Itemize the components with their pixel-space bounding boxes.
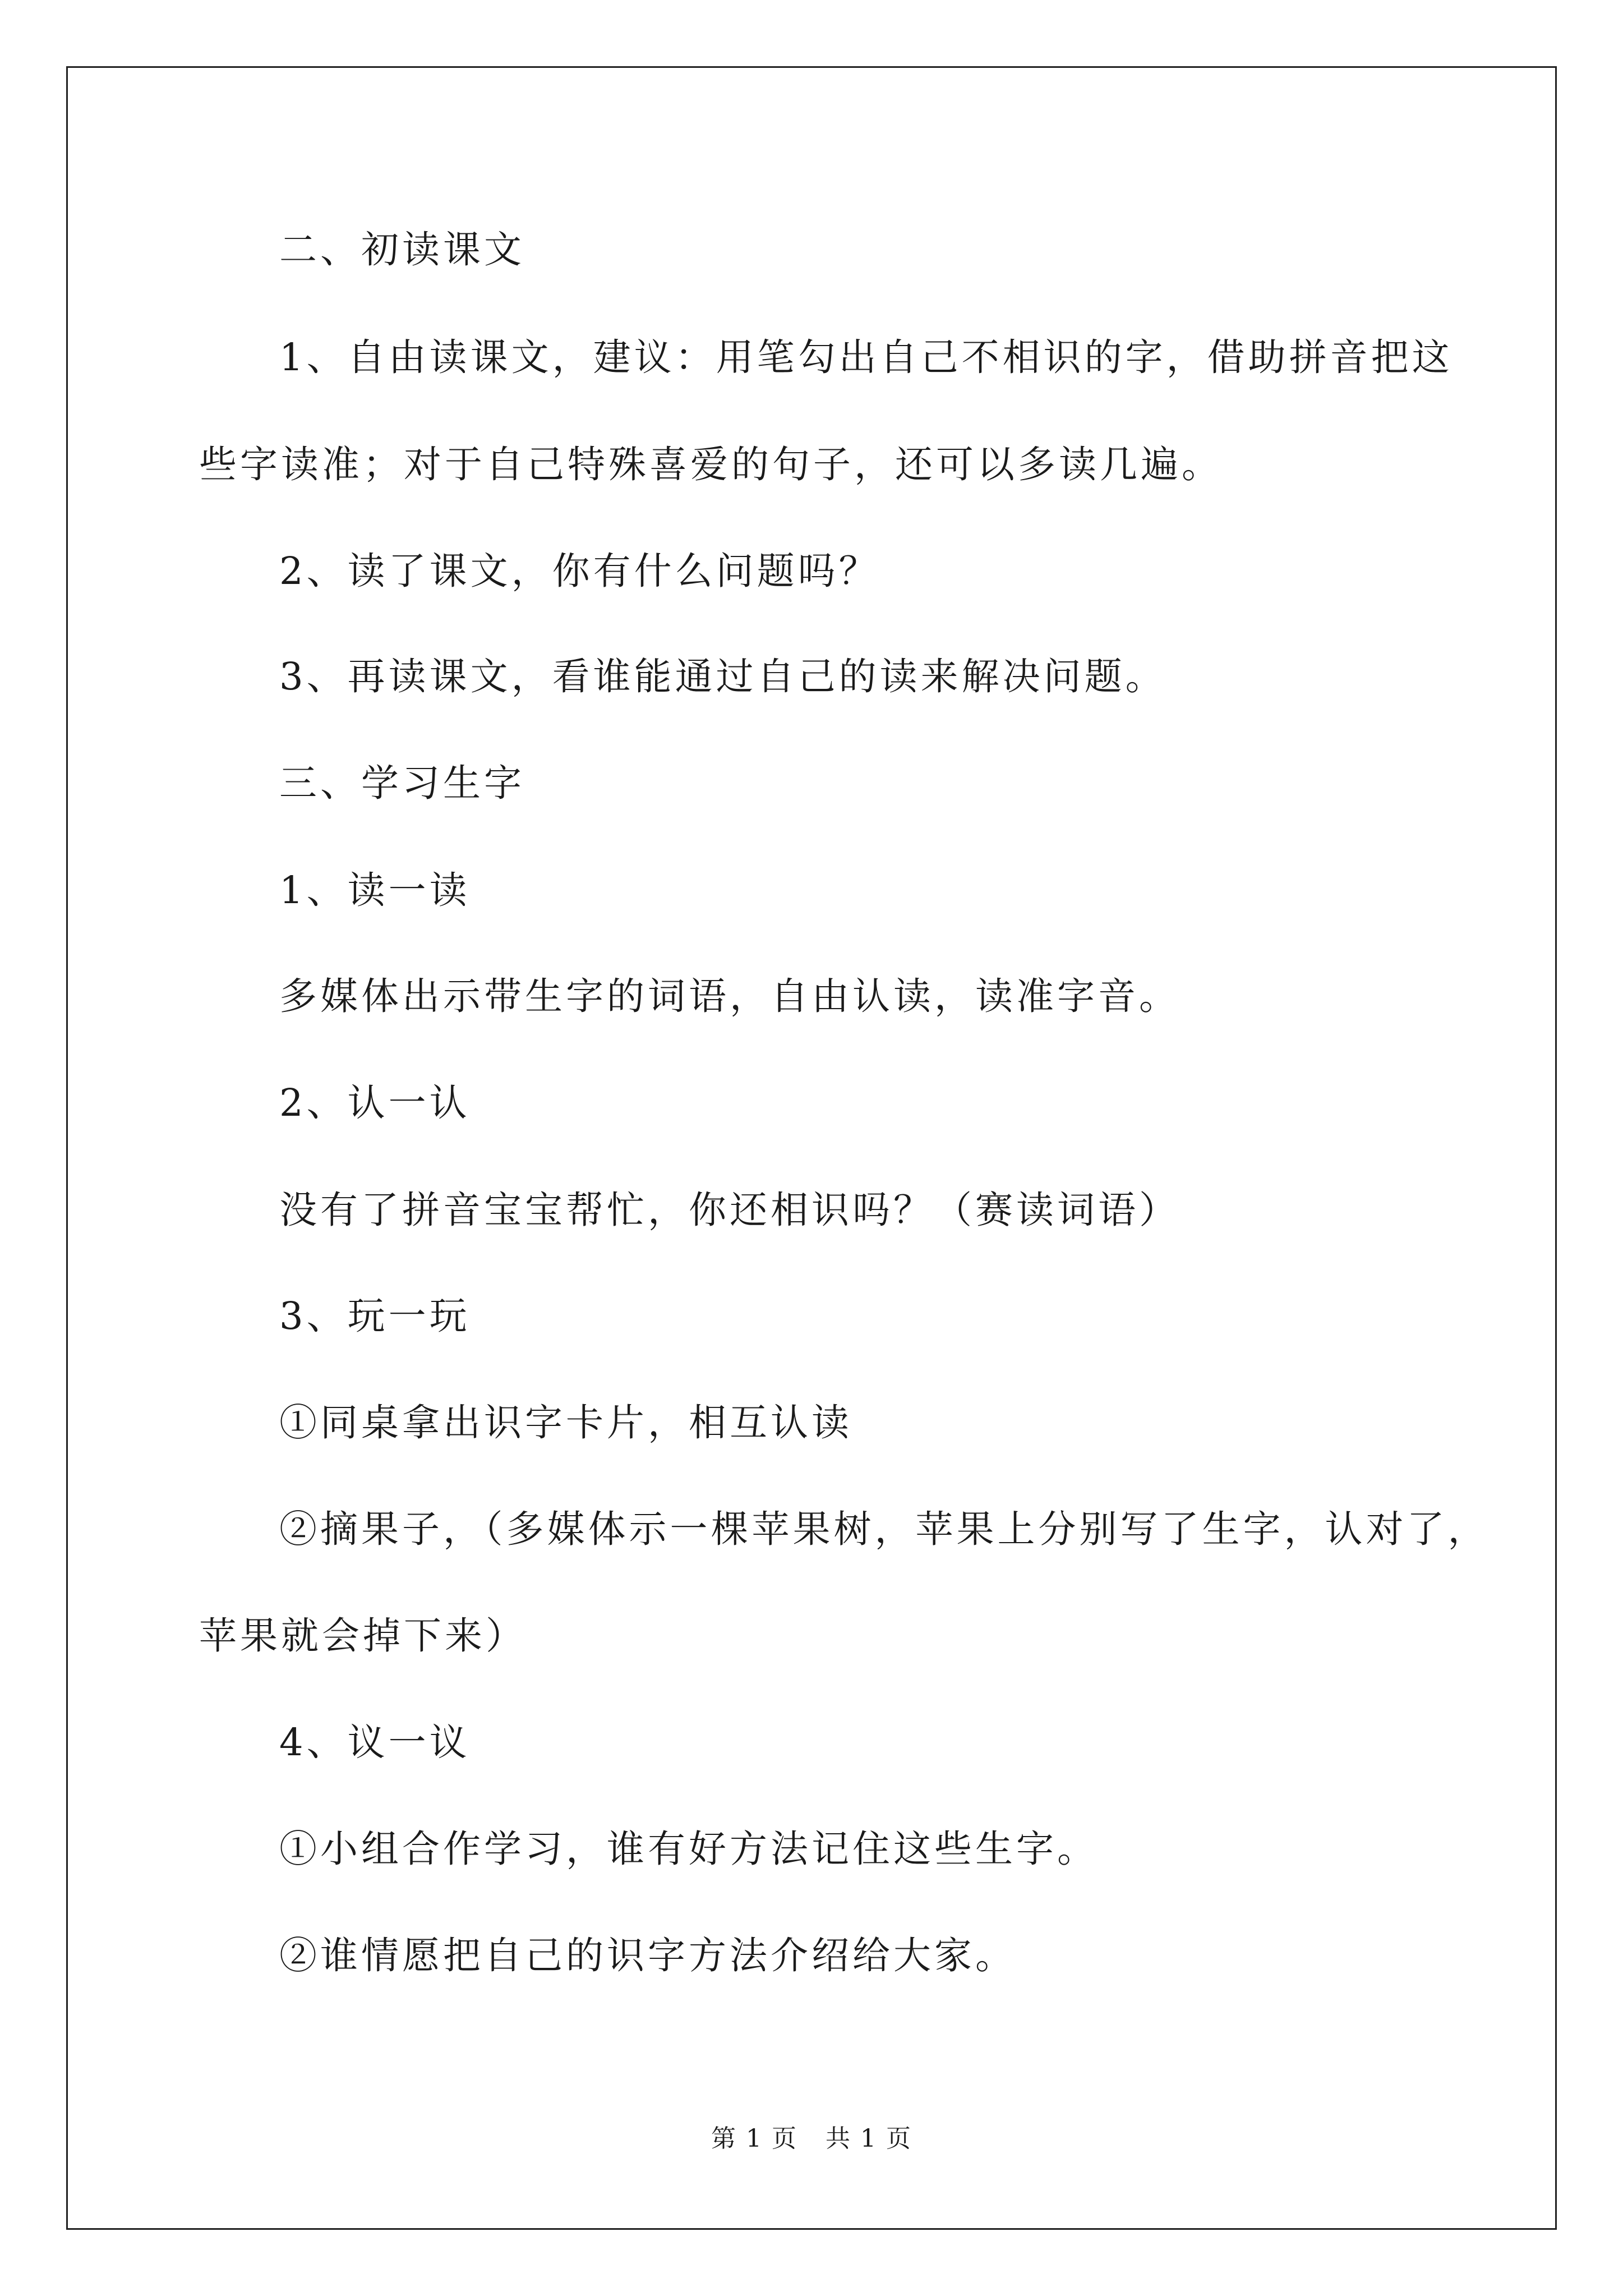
page-number: 第 1 页 (711, 2124, 797, 2153)
step-discuss-item-1: ①小组合作学习，谁有好方法记住这些生字。 (279, 1827, 1098, 1871)
step-recognize-detail: 没有了拼音宝宝帮忙，你还相识吗？（赛读词语） (279, 1188, 1180, 1232)
step-play-item-2-line-1: ②摘果子，（多媒体示一棵苹果树，苹果上分别写了生字，认对了， (279, 1507, 1489, 1551)
section-heading-first-reading: 二、初读课文 (279, 228, 525, 272)
step-read-detail: 多媒体出示带生字的词语，自由认读，读准字音。 (279, 974, 1180, 1018)
step-discuss-item-2: ②谁情愿把自己的识字方法介绍给大家。 (279, 1934, 1016, 1977)
paragraph-1-line-1: 1、自由读课文，建议：用笔勾出自己不相识的字，借助拼音把这 (279, 335, 1453, 379)
step-play: 3、玩一玩 (279, 1294, 471, 1338)
step-recognize: 2、认一认 (279, 1081, 471, 1125)
step-discuss: 4、议一议 (279, 1720, 471, 1764)
page-frame (66, 66, 1557, 2230)
paragraph-2: 2、读了课文，你有什么问题吗？ (279, 549, 880, 593)
step-play-item-2-line-2: 苹果就会掉下来） (199, 1614, 527, 1658)
step-play-item-1: ①同桌拿出识字卡片，相互认读 (279, 1401, 852, 1444)
total-pages: 共 1 页 (826, 2124, 912, 2153)
paragraph-3: 3、再读课文，看谁能通过自己的读来解决问题。 (279, 655, 1166, 698)
step-read: 1、读一读 (279, 868, 471, 912)
section-heading-learn-characters: 三、学习生字 (279, 761, 525, 805)
page-footer (0, 2125, 1623, 2153)
paragraph-1-line-2: 些字读准；对于自己特殊喜爱的句子，还可以多读几遍。 (199, 443, 1223, 486)
